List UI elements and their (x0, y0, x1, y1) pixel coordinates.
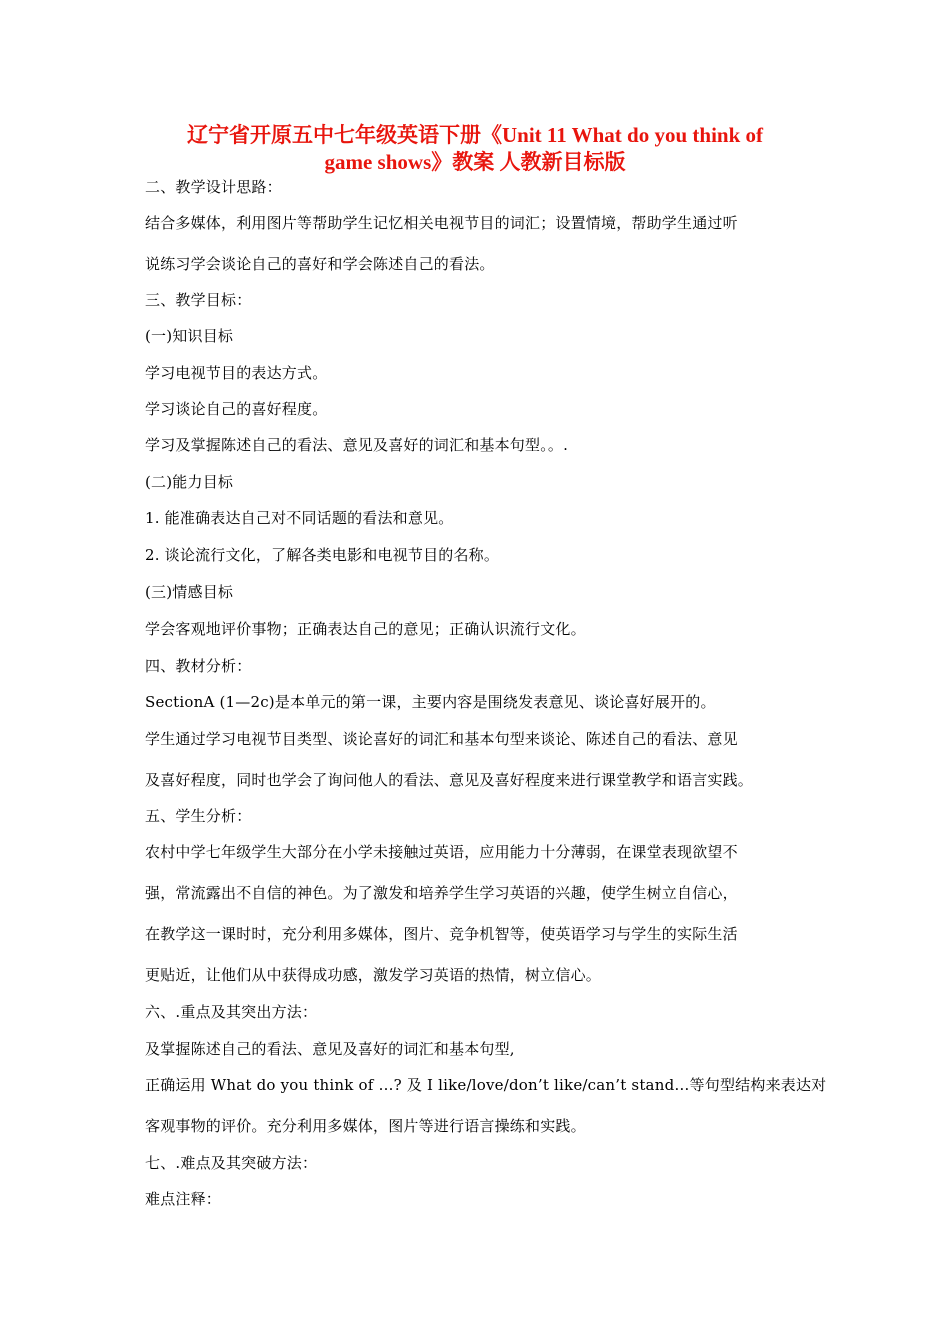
section-heading-goals: 三、教学目标： (145, 291, 252, 309)
paragraph-line: 及喜好程度，同时也学会了询问他人的看法、意见及喜好程度来进行课堂教学和语言实践。 (145, 771, 754, 789)
paragraph-line: 学习电视节目的表达方式。 (145, 364, 328, 382)
list-item: 1. 能准确表达自己对不同话题的看法和意见。 (145, 509, 454, 527)
paragraph-line: 学会客观地评价事物；正确表达自己的意见；正确认识流行文化。 (145, 620, 586, 638)
title-line-1: 辽宁省开原五中七年级英语下册《Unit 11 What do you think of (186, 123, 764, 147)
paragraph-line: 更贴近，让他们从中获得成功感，激发学习英语的热情，树立信心。 (145, 966, 602, 984)
paragraph-line: 在教学这一课时时，充分利用多媒体，图片、竞争机智等，使英语学习与学生的实际生活 (145, 925, 738, 943)
paragraph-line: 学习谈论自己的喜好程度。 (145, 400, 328, 418)
paragraph-line: 客观事物的评价。充分利用多媒体，图片等进行语言操练和实践。 (145, 1117, 586, 1135)
paragraph-line: SectionA (1—2c)是本单元的第一课，主要内容是围绕发表意见、谈论喜好展开的。 (145, 693, 716, 711)
paragraph-line: 学习及掌握陈述自己的看法、意见及喜好的词汇和基本句型。。. (145, 436, 569, 454)
title-line-2: game shows》教案 人教新目标版 (324, 150, 626, 174)
section-heading-students: 五、学生分析： (145, 807, 252, 825)
subheading-knowledge: (一)知识目标 (145, 327, 234, 345)
section-heading-focus: 六、.重点及其突出方法： (145, 1003, 318, 1021)
section-heading-difficulty: 七、.难点及其突破方法： (145, 1154, 318, 1172)
paragraph-line: 学生通过学习电视节目类型、谈论喜好的词汇和基本句型来谈论、陈述自己的看法、意见 (145, 730, 738, 748)
paragraph-line: 说练习学会谈论自己的喜好和学会陈述自己的看法。 (145, 255, 495, 273)
paragraph-line: 强，常流露出不自信的神色。为了激发和培养学生学习英语的兴趣，使学生树立自信心， (145, 884, 738, 902)
document-title (145, 122, 805, 176)
list-item: 2. 谈论流行文化，了解各类电影和电视节目的名称。 (145, 546, 500, 564)
paragraph-line: 及掌握陈述自己的看法、意见及喜好的词汇和基本句型, (145, 1040, 515, 1058)
paragraph-line: 结合多媒体，利用图片等帮助学生记忆相关电视节目的词汇；设置情境，帮助学生通过听 (145, 214, 738, 232)
subheading-ability: (二)能力目标 (145, 473, 234, 491)
paragraph-line: 正确运用 What do you think of …? 及 I like/love/don’t like/can’t stand…等句型结构来表达对 (145, 1076, 827, 1094)
paragraph-line: 农村中学七年级学生大部分在小学未接触过英语，应用能力十分薄弱，在课堂表现欲望不 (145, 843, 738, 861)
subheading-emotion: (三)情感目标 (145, 583, 234, 601)
section-heading-material: 四、教材分析： (145, 657, 252, 675)
paragraph-line: 难点注释： (145, 1190, 222, 1208)
section-heading-design: 二、教学设计思路： (145, 178, 282, 196)
